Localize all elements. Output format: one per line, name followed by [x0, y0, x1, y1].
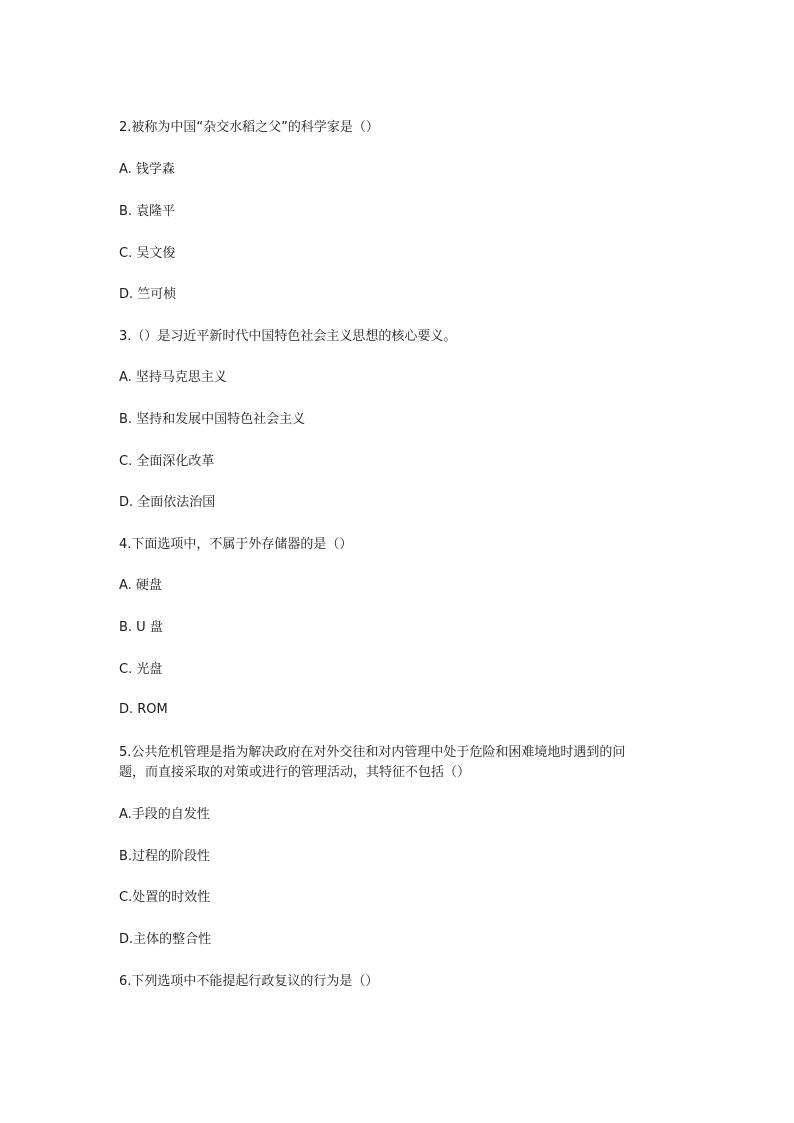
question-2-option-d: D. 竺可桢	[119, 287, 177, 302]
question-6-stem: 6.下列选项中不能提起行政复议的行为是（）	[119, 974, 379, 989]
question-5-stem-line-1: 5.公共危机管理是指为解决政府在对外交往和对内管理中处于危险和困难境地时遇到的问	[119, 745, 626, 760]
question-2-stem: 2.被称为中国“杂交水稻之父”的科学家是（）	[119, 120, 379, 135]
question-5-option-d: D.主体的整合性	[119, 932, 212, 947]
question-4-option-b: B. U 盘	[119, 620, 163, 635]
question-5-option-b: B.过程的阶段性	[119, 849, 211, 864]
question-5-option-a: A.手段的自发性	[119, 807, 210, 822]
question-4-option-a: A. 硬盘	[119, 578, 162, 593]
question-4-option-d: D. ROM	[119, 702, 168, 717]
question-5-option-c: C.处置的时效性	[119, 890, 211, 905]
question-3-option-a: A. 坚持马克思主义	[119, 370, 227, 385]
question-4-stem: 4.下面选项中，不属于外存储器的是（）	[119, 537, 353, 552]
question-3-option-b: B. 坚持和发展中国特色社会主义	[119, 412, 306, 427]
question-3-option-d: D. 全面依法治国	[119, 495, 216, 510]
question-2-option-c: C. 吴文俊	[119, 246, 176, 261]
question-3-option-c: C. 全面深化改革	[119, 454, 215, 469]
question-3-stem: 3.（）是习近平新时代中国特色社会主义思想的核心要义。	[119, 329, 457, 344]
question-4-option-c: C. 光盘	[119, 662, 163, 677]
question-2-option-a: A. 钱学森	[119, 162, 175, 177]
question-2-option-b: B. 袁隆平	[119, 204, 176, 219]
question-5-stem-line-2: 题，而直接采取的对策或进行的管理活动，其特征不包括（）	[119, 765, 471, 780]
